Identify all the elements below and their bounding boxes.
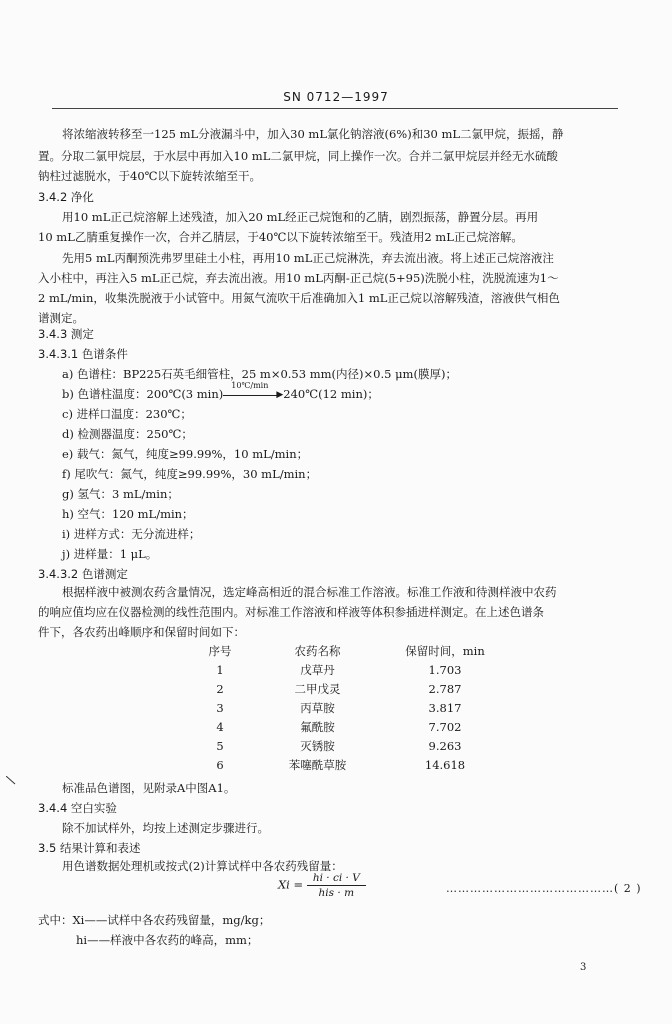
table-row <box>190 679 505 698</box>
page-number: 3 <box>580 962 587 973</box>
table-cell: 1 <box>216 662 224 677</box>
table-cell: 戊草丹 <box>300 662 335 677</box>
section-heading-3-4-4: 3.4.4 空白实验 <box>38 801 117 815</box>
condition-item: a) 色谱柱：BP225石英毛细管柱，25 m×0.53 mm(内径)×0.5 μm(膜厚)； <box>62 367 457 381</box>
condition-item: e) 载气：氮气，纯度≥99.99%，10 mL/min； <box>62 447 309 461</box>
table-cell: 3 <box>216 700 224 715</box>
paragraph-line: 将浓缩液转移至一125 mL分液漏斗中，加入30 mL氯化钠溶液(6%)和30 mL二氯甲烷，振摇，静 <box>62 127 564 141</box>
table-cell: 6 <box>216 757 224 772</box>
table-cell: 2.787 <box>428 681 462 696</box>
table-row <box>190 717 505 736</box>
variable-definition: 式中：Xi——试样中各农药残留量，mg/kg； <box>38 913 271 927</box>
table-cell: 5 <box>216 738 224 753</box>
formula-2 <box>278 872 366 899</box>
formula-lhs: Xi = <box>278 877 304 892</box>
table-header-row <box>190 641 505 660</box>
paragraph-line: 的响应值均应在仪器检测的线性范围内。对标准工作溶液和样液等体积参插进样测定。在上述色谱条 <box>38 605 544 619</box>
retention-time-table <box>190 641 505 774</box>
table-row <box>190 736 505 755</box>
table-cell: 2 <box>216 681 224 696</box>
paragraph-line: 标准品色谱图，见附录A中图A1。 <box>62 781 236 795</box>
condition-item-temperature <box>62 381 379 402</box>
condition-item: i) 进样方式：无分流进样； <box>62 527 201 541</box>
paragraph-line: 用10 mL正己烷溶解上述残渣，加入20 mL经正己烷饱和的乙腈，剧烈振荡，静置分层。再用 <box>62 210 539 224</box>
formula-dots: …………………………………… <box>446 882 614 895</box>
standard-code-header: SN 0712—1997 <box>283 90 389 104</box>
formula-numerator: hi · ci · V <box>307 872 366 886</box>
table-cell: 苯噻酰草胺 <box>288 757 347 772</box>
table-cell: 二甲戊灵 <box>294 681 341 696</box>
formula-number: ( 2 ) <box>614 882 642 895</box>
paragraph-line: 根据样液中被测农药含量情况，选定峰高相近的混合标准工作溶液。标准工作液和待测样液中农药 <box>62 585 557 599</box>
paragraph-line: 除不加试样外，均按上述测定步骤进行。 <box>62 821 269 835</box>
table-row <box>190 660 505 679</box>
condition-item: g) 氢气：3 mL/min； <box>62 487 179 501</box>
section-heading-3-4-3-1: 3.4.3.1 色谱条件 <box>38 347 128 361</box>
paragraph-line: 谱测定。 <box>38 311 84 325</box>
table-cell: 7.702 <box>428 719 462 734</box>
header-rule <box>52 108 618 109</box>
table-row <box>190 698 505 717</box>
table-cell: 3.817 <box>428 700 462 715</box>
paragraph-line: 10 mL乙腈重复操作一次，合并乙腈层，于40℃以下旋转浓缩至干。残渣用2 mL正己烷溶解。 <box>38 230 523 244</box>
table-header-cell: 农药名称 <box>294 643 341 658</box>
variable-definition: hi——样液中各农药的峰高，mm； <box>76 933 259 947</box>
table-cell: 14.618 <box>424 757 466 772</box>
condition-item: d) 检测器温度：250℃； <box>62 427 193 441</box>
table-cell: 4 <box>216 719 224 734</box>
paragraph-line: 入小柱中，再注入5 mL正己烷，弃去流出液。用10 mL丙酮-正己烷(5+95)洗脱小柱，洗脱流速为1～ <box>38 271 559 285</box>
table-header-cell: 保留时间，min <box>405 643 485 658</box>
paragraph-line: 钠柱过滤脱水，于40℃以下旋转浓缩至干。 <box>38 169 261 183</box>
table-cell: 9.263 <box>428 738 462 753</box>
table-cell: 丙草胺 <box>300 700 335 715</box>
paragraph-line: 用色谱数据处理机或按式(2)计算试样中各农药残留量： <box>62 859 343 873</box>
table-cell: 1.703 <box>428 662 462 677</box>
table-cell: 氟酰胺 <box>300 719 335 734</box>
paragraph-line: 先用5 mL丙酮预洗弗罗里硅土小柱，再用10 mL正己烷淋洗，弃去流出液。将上述正己烷溶液注 <box>62 251 554 265</box>
section-heading-3-4-2: 3.4.2 净化 <box>38 190 94 204</box>
margin-mark-icon <box>6 776 16 786</box>
formula-leader <box>446 882 642 895</box>
section-heading-3-4-3: 3.4.3 测定 <box>38 327 94 341</box>
section-heading-3-5: 3.5 结果计算和表述 <box>38 841 141 855</box>
table-row <box>190 755 505 774</box>
condition-item: h) 空气：120 mL/min； <box>62 507 194 521</box>
temp-program-start: b) 色谱柱温度：200℃(3 min) <box>62 387 224 401</box>
condition-item: j) 进样量：1 μL。 <box>62 547 158 561</box>
formula-denominator: his · m <box>318 887 355 899</box>
ramp-rate-label: 10℃/min <box>231 381 269 390</box>
table-header-cell: 序号 <box>208 643 232 658</box>
paragraph-line: 置。分取二氯甲烷层，于水层中再加入10 mL二氯甲烷，同上操作一次。合并二氯甲烷层并经无水硫酸 <box>38 149 558 163</box>
condition-item: c) 进样口温度：230℃； <box>62 407 192 421</box>
paragraph-line: 件下，各农药出峰顺序和保留时间如下： <box>38 625 245 639</box>
paragraph-line: 2 mL/min，收集洗脱液于小试管中。用氮气流吹干后准确加入1 mL正己烷以溶解残渣，溶液供气相色 <box>38 291 560 305</box>
section-heading-3-4-3-2: 3.4.3.2 色谱测定 <box>38 567 128 581</box>
ramp-arrow-icon: 10℃/min ▶ <box>223 386 283 402</box>
table-cell: 灭锈胺 <box>300 738 335 753</box>
temp-program-end: 240℃(12 min)； <box>283 387 379 401</box>
condition-item: f) 尾吹气：氮气，纯度≥99.99%，30 mL/min； <box>62 467 318 481</box>
formula-fraction <box>307 872 366 899</box>
